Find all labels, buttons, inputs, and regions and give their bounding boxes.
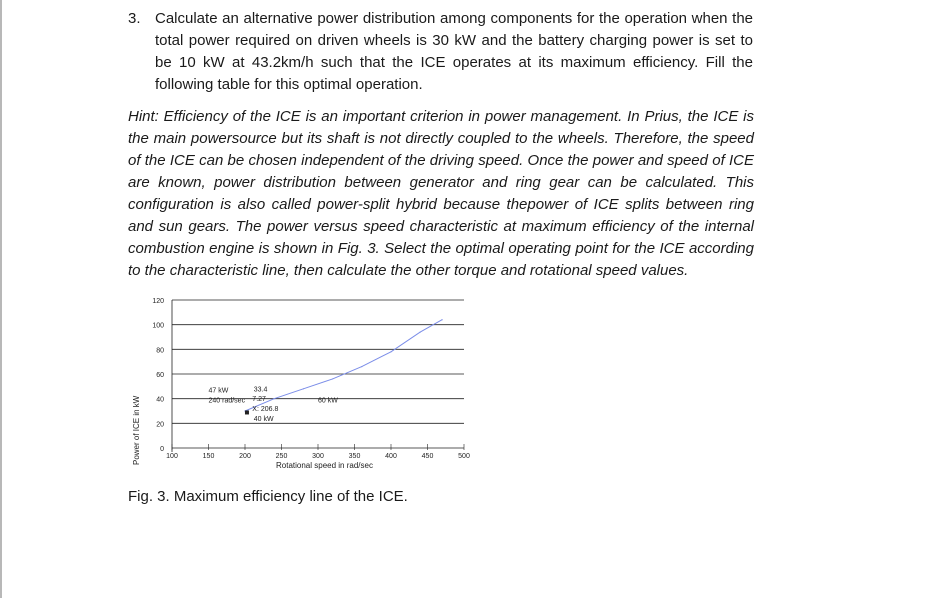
chart-axes (152, 298, 470, 460)
annotation-label: 60 kW (318, 397, 338, 405)
efficiency-point (303, 388, 304, 389)
annotation-label: 240 rad/sec (208, 397, 246, 405)
y-tick-label: 20 (156, 421, 164, 429)
annotation-label: X: 206.8 (252, 406, 279, 413)
annotation-label: 33.4 (253, 386, 268, 394)
efficiency-point (274, 398, 275, 399)
chart-annotations (209, 386, 339, 423)
annotation-label: 40 kW (253, 415, 274, 423)
x-tick-label: 450 (421, 453, 434, 460)
x-axis-label: Rotational speed in rad/sec (276, 461, 373, 470)
x-tick-label: 100 (166, 453, 178, 460)
x-tick-label: 500 (458, 453, 470, 460)
efficiency-point (420, 331, 421, 332)
x-tick-label: 200 (239, 453, 251, 460)
y-tick-label: 60 (156, 372, 164, 379)
x-tick-label: 400 (385, 453, 397, 460)
efficiency-point (361, 366, 362, 367)
y-axis-label: Power of ICE in kW (132, 395, 141, 465)
hint-paragraph: Hint: Efficiency of the ICE is an important criterion in power management. In Prius, the ICE is the main powersource but its shaft is not directly coupled to the wheels. Therefore, the speed of the ICE can be chosen independent of the driving speed. Once the power and speed of ICE are known, power distribution between generator and ring gear can be calculated. This configuration is also called power-split hybrid because thepower of ICE splits between ring and sun gears. The power versus speed characteristic at maximum efficiency of the internal combustion engine is shown in Fig. 3. Select the optimal operating point for the ICE according to the characteristic line, then calculate the other torque and rotational speed values. (128, 108, 754, 279)
ice-efficiency-chart (128, 290, 498, 480)
chart-series (244, 319, 442, 411)
y-tick-label: 120 (152, 298, 164, 305)
x-tick-label: 350 (348, 453, 361, 460)
y-tick-label: 40 (156, 396, 164, 404)
efficiency-line (245, 320, 442, 411)
efficiency-point (332, 378, 333, 379)
y-tick-label: 0 (160, 446, 164, 453)
figure-caption: Fig. 3. Maximum efficiency line of the ICE. (128, 488, 408, 505)
y-tick-label: 100 (152, 322, 164, 330)
x-tick-label: 250 (275, 453, 288, 460)
efficiency-point (442, 319, 443, 320)
efficiency-point (390, 351, 391, 352)
annotation-label: 7.27 (252, 396, 266, 404)
chart-svg (128, 290, 498, 480)
annotation-label: 47 kW (208, 387, 229, 395)
chart-grid (172, 300, 464, 448)
question-number: 3. (128, 10, 141, 27)
x-tick-label: 150 (202, 453, 215, 460)
operating-point-marker (245, 410, 249, 414)
y-tick-label: 80 (156, 347, 164, 355)
x-tick-label: 300 (312, 453, 324, 460)
question-text: Calculate an alternative power distribution among components for the operation when the total power required on driven wheels is 30 kW and the battery charging power is set to be 10 kW at 43.2km/h such that the ICE operates at its maximum efficiency. Fill the following table for this optimal operation. (155, 10, 753, 93)
page-left-border (0, 0, 2, 598)
